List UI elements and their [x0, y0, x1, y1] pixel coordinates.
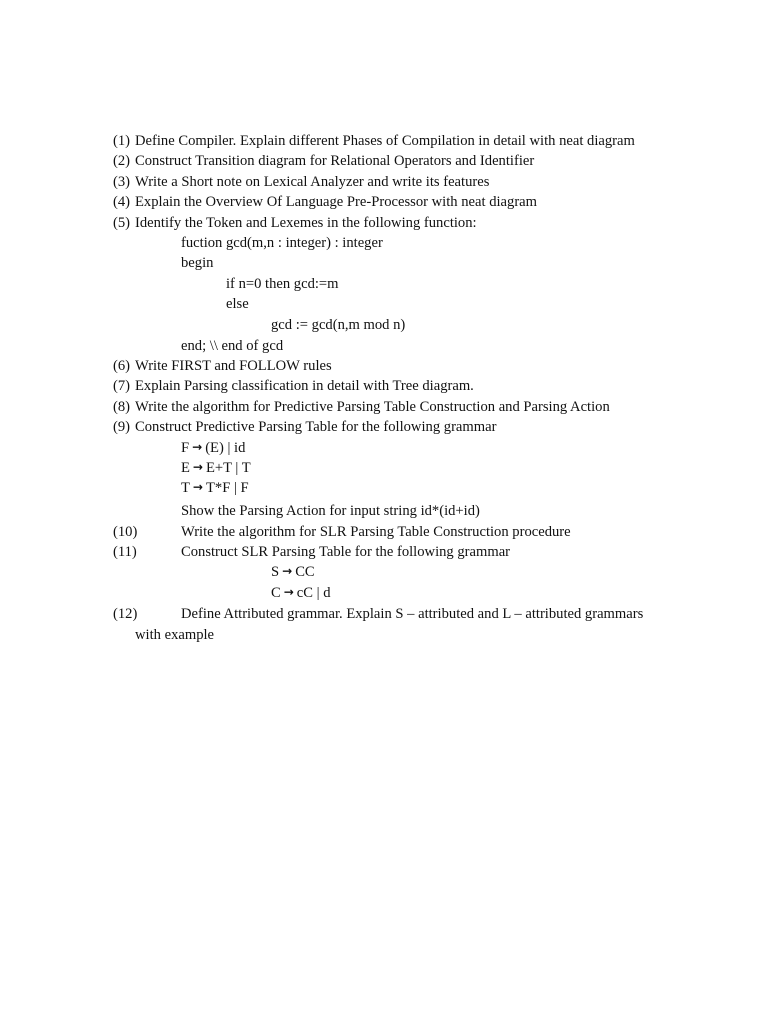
question-number: (5) — [113, 215, 131, 231]
question-number: (2) — [113, 153, 131, 169]
arrow-icon: → — [283, 585, 294, 599]
question-text: Define Compiler. Explain different Phases of Compilation in detail with neat diagram — [135, 133, 635, 149]
question-number: (7) — [113, 378, 131, 394]
grammar-rule — [271, 563, 315, 581]
code-line: end; \\ end of gcd — [181, 338, 284, 354]
question-text: Explain the Overview Of Language Pre-Processor with neat diagram — [135, 194, 538, 210]
code-line: gcd := gcd(n,m mod n) — [271, 317, 406, 333]
question-text: Write a Short note on Lexical Analyzer and write its features — [135, 174, 490, 190]
arrow-icon: → — [282, 564, 293, 578]
grammar-lhs: S — [271, 564, 280, 580]
arrow-icon: → — [192, 480, 203, 494]
grammar-rhs: CC — [295, 564, 315, 580]
arrow-icon: → — [192, 440, 203, 454]
question-text: Write the algorithm for SLR Parsing Table Construction procedure — [181, 524, 571, 540]
question-number: (4) — [113, 194, 131, 210]
arrow-icon: → — [192, 460, 203, 474]
grammar-rule — [181, 459, 251, 477]
question-number: (11) — [113, 544, 137, 560]
question-number: (9) — [113, 419, 131, 435]
question-text: Identify the Token and Lexemes in the following function: — [135, 215, 477, 231]
grammar-lhs: F — [181, 440, 190, 456]
question-number: (6) — [113, 358, 131, 374]
question-text: Write the algorithm for Predictive Parsing Table Construction and Parsing Action — [135, 399, 610, 415]
question-text-continued: with example — [135, 627, 215, 643]
code-line: fuction gcd(m,n : integer) : integer — [181, 235, 383, 251]
question-number: (10) — [113, 524, 138, 540]
grammar-lhs: C — [271, 585, 281, 601]
question-number: (8) — [113, 399, 131, 415]
question-text: Construct Transition diagram for Relational Operators and Identifier — [135, 153, 535, 169]
grammar-rhs: (E) | id — [205, 440, 246, 456]
grammar-rule — [271, 584, 331, 602]
question-text: Define Attributed grammar. Explain S – attributed and L – attributed grammars — [181, 606, 644, 622]
grammar-rhs: T*F | F — [205, 480, 249, 496]
question-text: Explain Parsing classification in detail with Tree diagram. — [135, 378, 474, 394]
code-line: else — [226, 296, 249, 312]
grammar-rule — [181, 439, 245, 457]
grammar-lhs: T — [181, 480, 190, 496]
question-text: Write FIRST and FOLLOW rules — [135, 358, 332, 374]
grammar-rhs: E+T | T — [205, 460, 251, 476]
question-number: (12) — [113, 606, 138, 622]
grammar-rule — [181, 479, 249, 497]
question-number: (1) — [113, 133, 131, 149]
code-line: if n=0 then gcd:=m — [226, 276, 339, 292]
grammar-rhs: cC | d — [296, 585, 331, 601]
question-followup: Show the Parsing Action for input string id*(id+id) — [181, 503, 480, 519]
question-text: Construct SLR Parsing Table for the following grammar — [181, 544, 511, 560]
grammar-lhs: E — [181, 460, 190, 476]
question-number: (3) — [113, 174, 131, 190]
question-text: Construct Predictive Parsing Table for the following grammar — [135, 419, 497, 435]
code-line: begin — [181, 255, 214, 271]
